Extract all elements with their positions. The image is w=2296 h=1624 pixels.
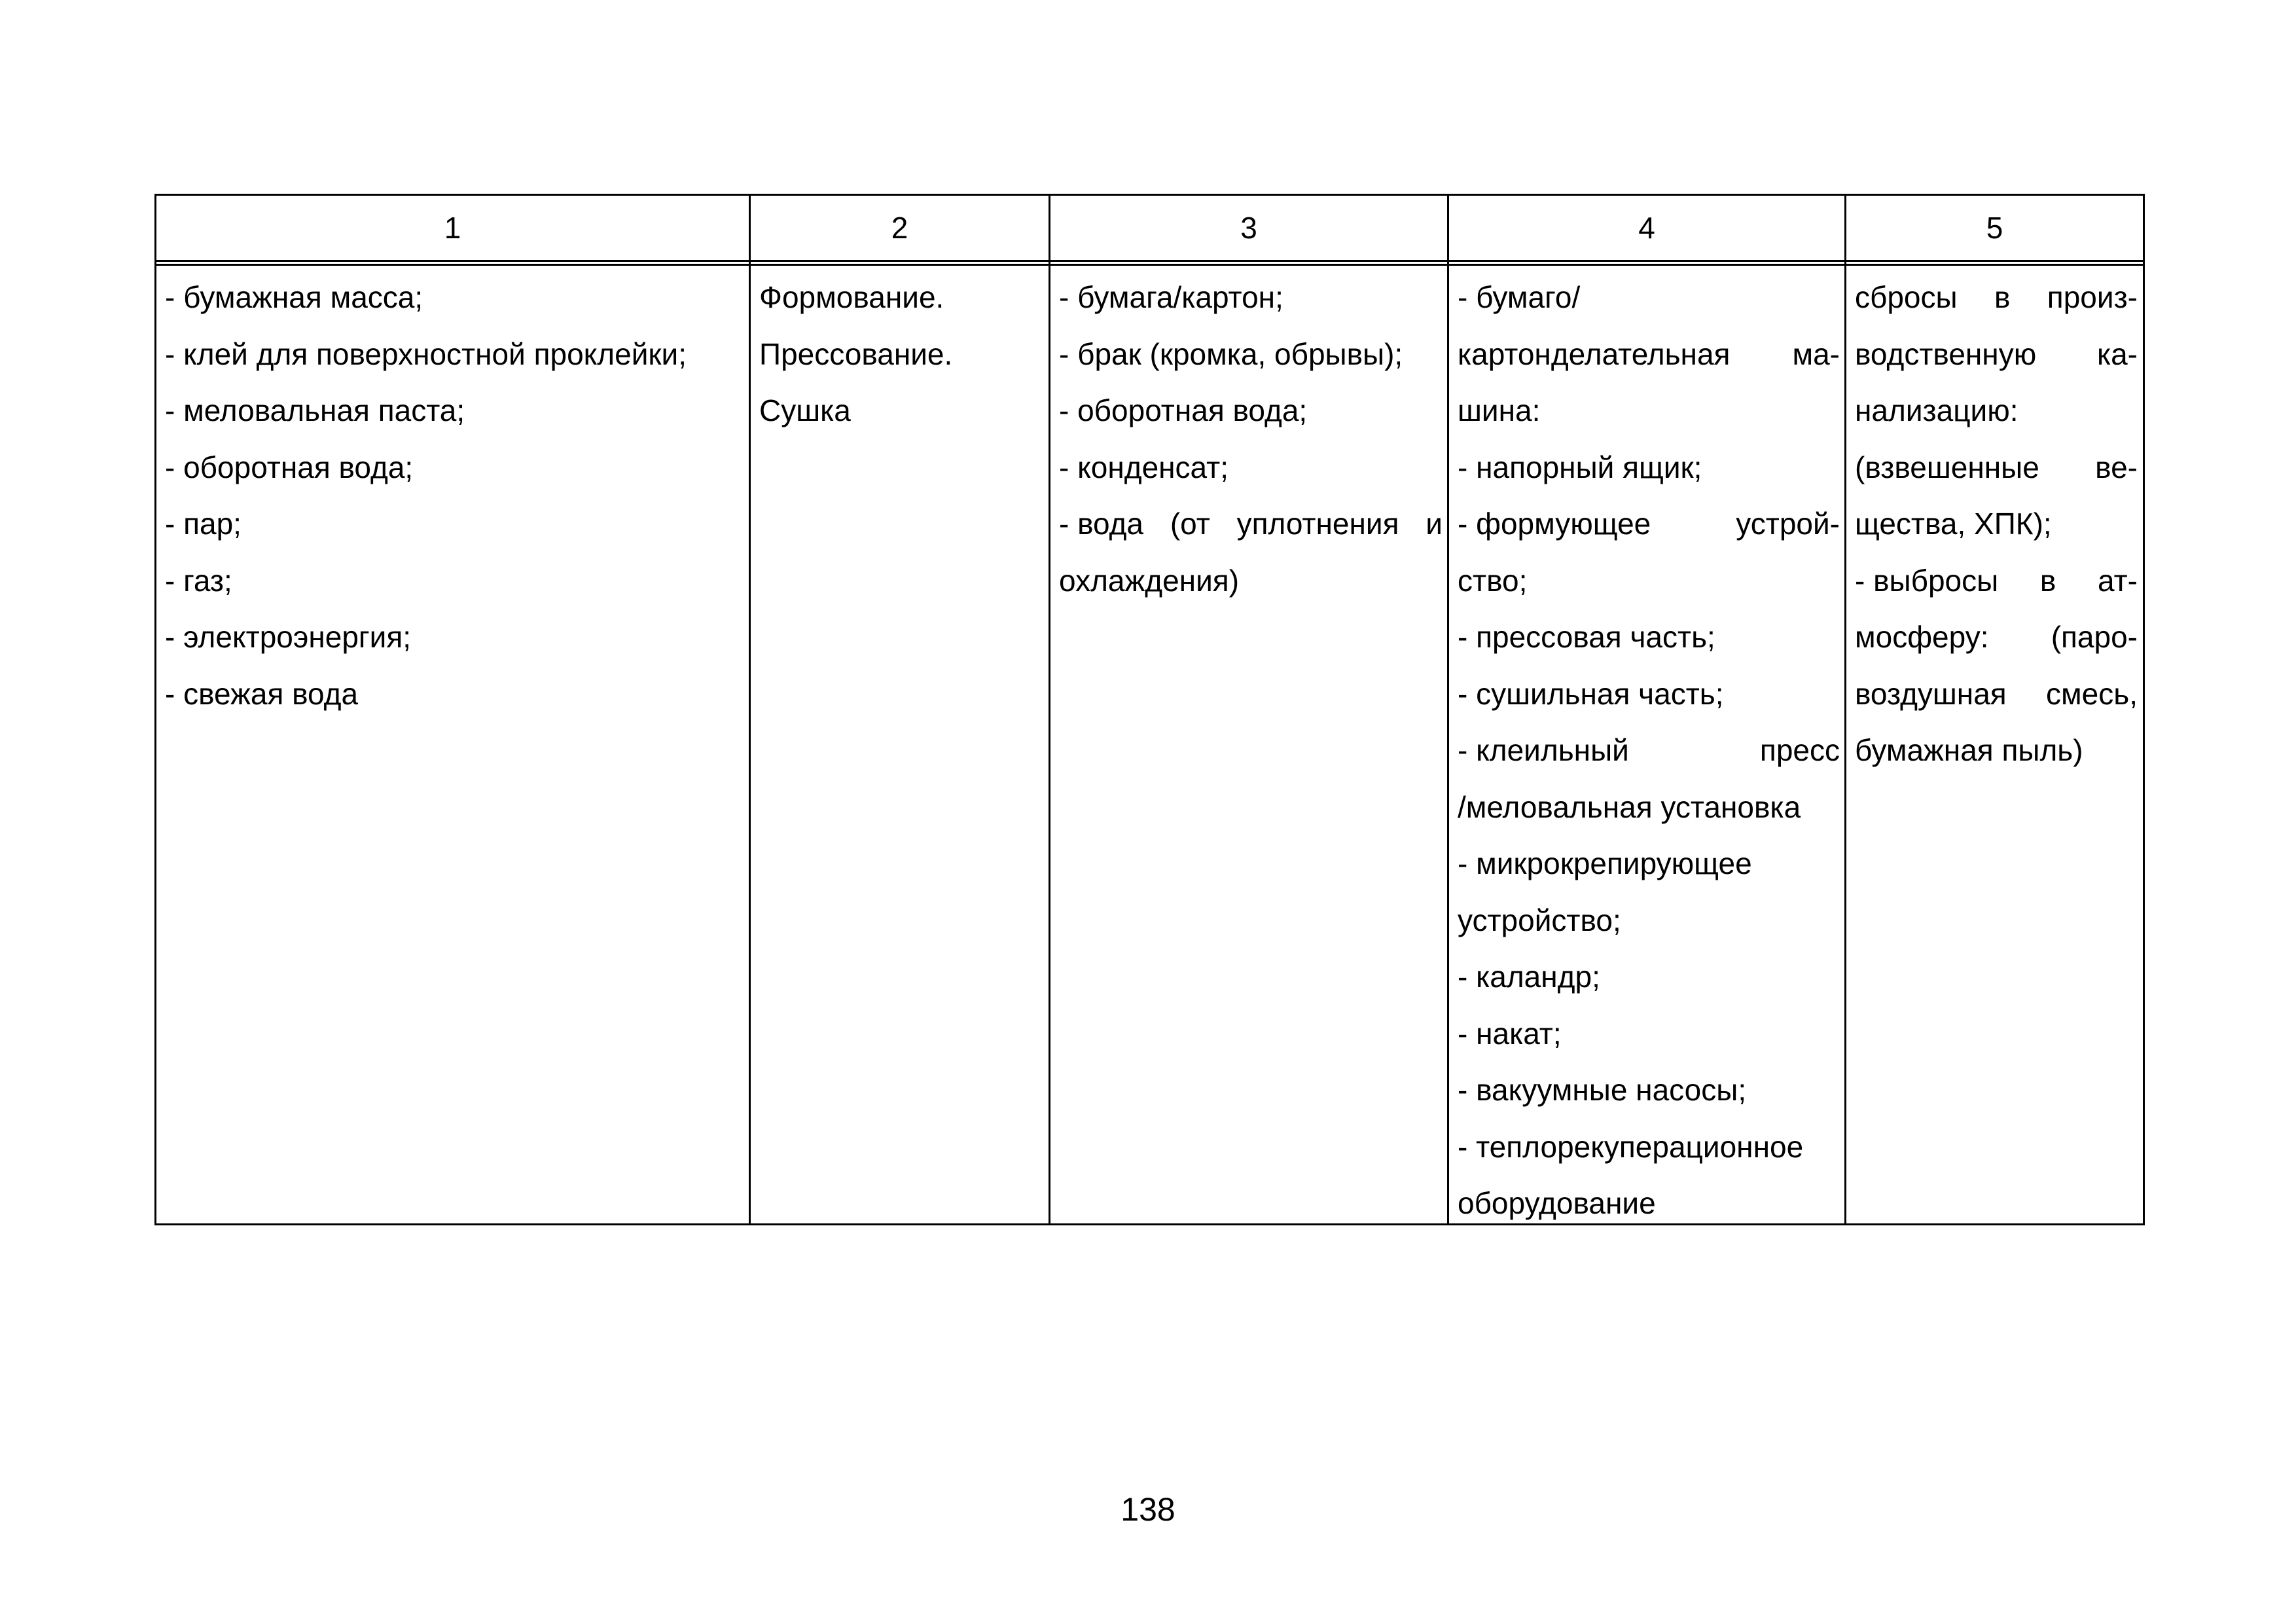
cell-text-line: - каландр; <box>1458 960 1600 994</box>
cell-word: и <box>1426 507 1443 541</box>
cell-word: ка- <box>2096 336 2138 371</box>
column-divider <box>1049 196 1050 1223</box>
cell-word: - формующее <box>1458 507 1651 541</box>
cell-text-line: - микрокрепирующее <box>1458 846 1752 880</box>
cell-word: смесь, <box>2046 676 2138 711</box>
cell-text-line: - напорный ящик; <box>1458 450 1702 484</box>
cell-text-line: Формование. <box>759 280 944 314</box>
cell-word: уплотнения <box>1236 507 1399 541</box>
header-cell-3: 3 <box>1240 211 1257 245</box>
cell-word: ма- <box>1792 336 1840 371</box>
cell-text-line: - пар; <box>165 507 242 541</box>
cell-text-line: устройство; <box>1458 903 1621 937</box>
cell-word: устрой- <box>1736 507 1840 541</box>
cell-text-line: - клей для поверхностной проклейки; <box>165 336 687 371</box>
cell-text-line: - электроэнергия; <box>165 620 412 654</box>
cell-word: произ- <box>2047 280 2138 314</box>
column-divider <box>1447 196 1449 1223</box>
cell-word: - вода <box>1059 507 1144 541</box>
cell-word: - клеильный <box>1458 733 1629 767</box>
cell-text-line: - теплорекуперационное <box>1458 1129 1804 1164</box>
cell-word: (паро- <box>2051 620 2138 654</box>
cell-word: сбросы <box>1855 280 1958 314</box>
document-table <box>154 194 2145 1225</box>
cell-text-line: - меловальная паста; <box>165 393 465 427</box>
cell-text-line: оборудование <box>1458 1186 1656 1220</box>
cell-text-line: - бумажная масса; <box>165 280 423 314</box>
cell-text-line <box>1458 326 1840 383</box>
cell-word: ве- <box>2095 450 2138 484</box>
cell-text-line <box>1855 439 2138 496</box>
cell-word: в <box>2039 563 2056 598</box>
cell-word: воздушная <box>1855 676 2007 711</box>
header-cell-4: 4 <box>1638 211 1655 245</box>
table-cell-col-2 <box>759 269 1043 439</box>
cell-text-line: - свежая вода <box>165 676 359 711</box>
cell-text-line <box>1855 666 2138 723</box>
header-cell-1: 1 <box>444 211 461 245</box>
cell-text-line: /меловальная установка <box>1458 789 1801 824</box>
cell-text-line <box>1855 326 2138 383</box>
table-cell-col-4 <box>1458 269 1840 1232</box>
header-cell-5: 5 <box>1986 211 2003 245</box>
table-cell-col-5 <box>1855 269 2138 779</box>
cell-text-line: бумажная пыль) <box>1855 733 2083 767</box>
cell-text-line <box>1458 722 1840 779</box>
cell-text-line: - сушильная часть; <box>1458 676 1724 711</box>
cell-text-line: - конденсат; <box>1059 450 1229 484</box>
cell-word: водственную <box>1855 336 2037 371</box>
cell-text-line <box>1059 496 1443 552</box>
header-separator <box>156 260 2143 266</box>
cell-text-line: - накат; <box>1458 1016 1562 1051</box>
cell-word: ат- <box>2098 563 2138 598</box>
cell-text-line: - вакуумные насосы; <box>1458 1073 1747 1107</box>
cell-word: - выбросы <box>1855 563 1999 598</box>
cell-text-line: - бумаго/ <box>1458 280 1581 314</box>
table-cell-col-3 <box>1059 269 1443 609</box>
cell-text-line: - прессовая часть; <box>1458 620 1715 654</box>
header-cell-2: 2 <box>891 211 908 245</box>
cell-text-line: охлаждения) <box>1059 563 1240 598</box>
cell-text-line: щества, ХПК); <box>1855 507 2052 541</box>
cell-word: (взвешенные <box>1855 450 2039 484</box>
cell-word: в <box>1994 280 2011 314</box>
cell-text-line <box>1855 609 2138 666</box>
cell-text-line <box>1855 269 2138 326</box>
cell-text-line <box>1458 496 1840 552</box>
cell-text-line: - газ; <box>165 563 232 598</box>
cell-text-line: - оборотная вода; <box>1059 393 1308 427</box>
cell-word: картонделательная <box>1458 336 1731 371</box>
column-divider <box>749 196 751 1223</box>
cell-text-line: - бумага/картон; <box>1059 280 1283 314</box>
cell-word: пресс <box>1759 733 1840 767</box>
page-number: 138 <box>1121 1491 1175 1528</box>
column-divider <box>1844 196 1846 1223</box>
cell-word: (от <box>1170 507 1210 541</box>
cell-text-line: Прессование. <box>759 336 953 371</box>
cell-text-line: ство; <box>1458 563 1528 598</box>
cell-text-line: Сушка <box>759 393 851 427</box>
cell-text-line: - оборотная вода; <box>165 450 414 484</box>
cell-word: мосферу: <box>1855 620 1989 654</box>
cell-text-line: шина: <box>1458 393 1541 427</box>
cell-text-line: нализацию: <box>1855 393 2018 427</box>
cell-text-line <box>1855 552 2138 609</box>
table-cell-col-1 <box>165 269 744 722</box>
cell-text-line: - брак (кромка, обрывы); <box>1059 336 1403 371</box>
